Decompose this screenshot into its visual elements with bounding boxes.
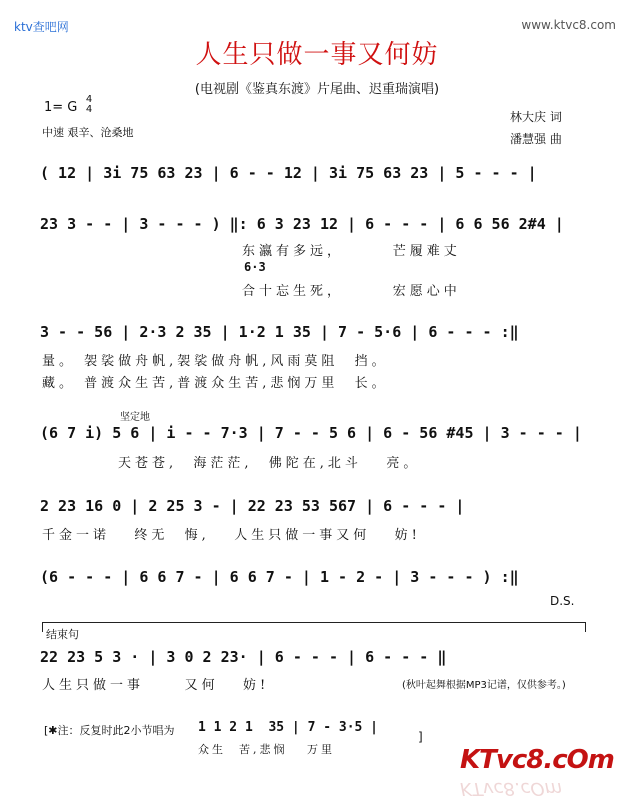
site-url-right: www.ktvc8.com — [521, 18, 616, 32]
song-title: 人生只做一事又何妨 — [195, 40, 439, 70]
lyricist-credit: 林大庆 词 — [510, 110, 562, 124]
dal-segno-marking: D.S. — [550, 594, 575, 608]
footnote-notes: 1 1 2 1 35 | 7 - 3·5 | — [198, 720, 379, 735]
notation-row-2: 23 3 - - | 3 - - - ) ‖: 6 3 23 12 | 6 - - - | 6 6 56 2#4 | — [40, 215, 564, 233]
ending-label: 结束句 — [46, 628, 79, 641]
lyrics-row-7: 人生只做一事 又何 妨! — [42, 678, 270, 693]
tempo-marking: 中速 艰辛、沧桑地 — [42, 126, 134, 139]
lyrics-row-4: 天苍苍, 海茫茫, 佛陀在,北斗 亮。 — [118, 456, 421, 471]
lyrics-row-3-verse-2: 藏。 普渡众生苦,普渡众生苦,悲悯万里 长。 — [42, 376, 389, 391]
ktvc8-logo: KTvc8.cOm — [460, 745, 614, 775]
notation-row-3: 3 - - 56 | 2·3 2 35 | 1·2 1 35 | 7 - 5·6 | 6 - - - :‖ — [40, 323, 519, 341]
logo-reflection: KTvc8.cOm — [460, 778, 563, 799]
lyrics-row-5: 千金一诺 终无 悔, 人生只做一事又何 妨! — [42, 528, 421, 543]
notation-row-4: (6 7 i) 5 6 | i - - 7·3 | 7 - - 5 6 | 6 - 56 #45 | 3 - - - | — [40, 424, 582, 442]
ending-bracket-right — [585, 622, 586, 632]
time-signature — [84, 95, 94, 115]
expression-marking: 坚定地 — [120, 412, 150, 423]
lyrics-row-2-verse-1: 东瀛有多远， 芒履难丈 — [242, 244, 461, 259]
ending-bracket-left — [42, 622, 43, 632]
ending-bracket-line — [42, 622, 586, 623]
notation-row-5: 2 23 16 0 | 2 25 3 - | 22 23 53 567 | 6 - - - | — [40, 497, 465, 515]
key-signature: 1= G — [44, 100, 78, 115]
site-name-left: ktv查吧网 — [14, 20, 69, 34]
notation-row-7: 22 23 5 3 · | 3 0 2 23· | 6 - - - | 6 - - - ‖ — [40, 648, 447, 666]
lyrics-row-3-verse-1: 量。 袈裟做舟帆,袈裟做舟帆,风雨莫阻 挡。 — [42, 354, 389, 369]
notation-row-1: ( 12 | 3i 75 63 23 | 6 - - 12 | 3i 75 63 23 | 5 - - - | — [40, 164, 537, 182]
footnote-prefix: [✱注：反复时此2小节唱为 — [44, 724, 175, 737]
footnote-lyrics: 众生 苦,悲悯 万里 — [198, 743, 335, 756]
notation-row-6: (6 - - - | 6 6 7 - | 6 6 7 - | 1 - 2 - | 3 - - - ) :‖ — [40, 568, 519, 586]
time-signature-bottom: 4 — [85, 104, 93, 115]
composer-credit: 潘慧强 曲 — [510, 132, 562, 146]
transcription-credit: (秋叶起舞根据MP3记谱，仅供参考。) — [402, 680, 566, 691]
lyrics-row-2-verse-2: 合十忘生死， 宏愿心中 — [242, 284, 461, 299]
alt-notes-row-2: 6·3 — [244, 260, 266, 274]
time-signature-top: 4 — [85, 94, 93, 105]
footnote-close-bracket: ] — [418, 730, 423, 744]
song-subtitle: (电视剧《鉴真东渡》片尾曲、迟重瑞演唱) — [194, 82, 440, 97]
